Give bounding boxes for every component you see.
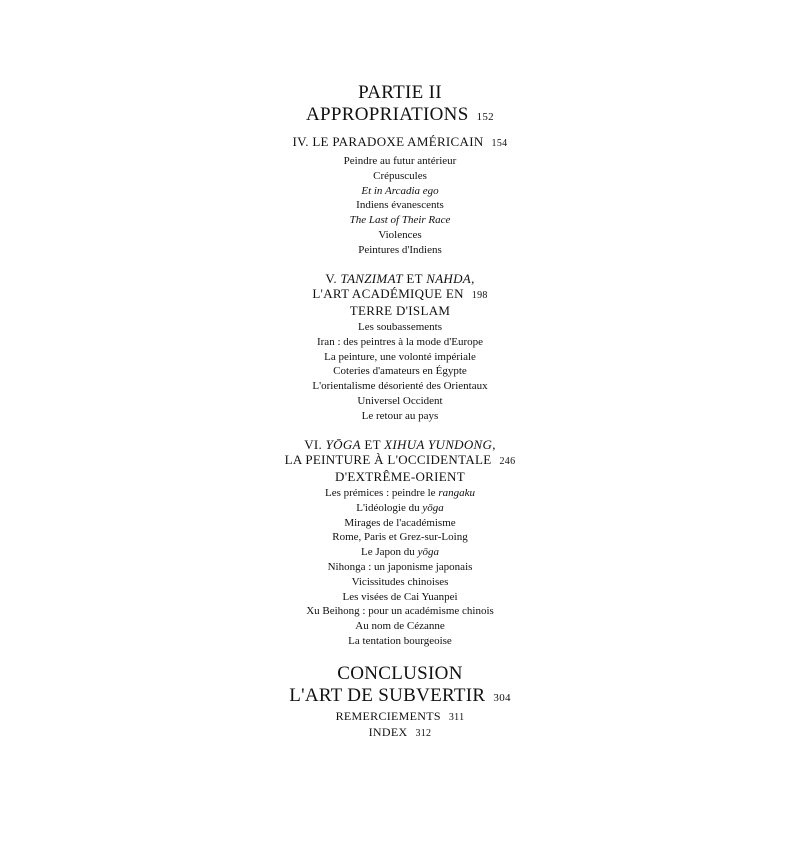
chapter-5-heading <box>0 271 800 318</box>
chapter-6-title-line-2: LA PEINTURE À L'OCCIDENTALE 246 <box>284 452 516 467</box>
chapter-5-title-line-3: TERRE D'ISLAM <box>349 303 451 318</box>
chapter-5-sections <box>0 320 800 424</box>
section-item: Les visées de Cai Yuanpei <box>342 590 458 603</box>
index-entry: INDEX 312 <box>368 725 432 739</box>
section-item: Iran : des peintres à la mode d'Europe <box>316 335 483 348</box>
section-item: Vicissitudes chinoises <box>351 575 449 588</box>
conclusion-page-number: 304 <box>493 692 511 704</box>
section-item: Peintures d'Indiens <box>358 243 442 256</box>
section-item: The Last of Their Race <box>349 214 451 227</box>
conclusion-title-line <box>0 685 800 709</box>
back-matter <box>0 709 800 741</box>
chapter-4-page-number: 154 <box>491 138 508 149</box>
section-item: Peindre au futur antérieur <box>343 155 457 167</box>
chapter-6-heading <box>0 437 800 484</box>
section-item: Et in Arcadia ego <box>361 184 439 197</box>
section-item: L'orientalisme désorienté des Orientaux <box>312 380 488 393</box>
section-item: Indiens évanescents <box>356 199 444 212</box>
chapter-5-page-number: 198 <box>471 290 488 301</box>
chapter-4-title-line <box>0 134 800 151</box>
section-item: L'idéologie du yōga <box>356 501 444 514</box>
part-label: PARTIE II <box>358 82 442 103</box>
chapter-4-heading <box>0 134 800 151</box>
part-title: APPROPRIATIONS <box>306 104 469 125</box>
section-item: Le Japon du yōga <box>361 546 439 559</box>
part-title-line <box>0 104 800 128</box>
chapter-5-title-line-2: L'ART ACADÉMIQUE EN 198 <box>312 286 488 301</box>
chapter-4-sections <box>0 154 800 258</box>
chapter-6-page-number: 246 <box>499 456 516 467</box>
section-item: La peinture, une volonté impériale <box>324 350 476 363</box>
chapter-5-title-line-1: V. TANZIMAT ET NAHDA, <box>325 271 475 286</box>
section-item: Le retour au pays <box>361 409 439 422</box>
acknowledgements-entry: REMERCIEMENTS 311 <box>335 709 465 723</box>
chapter-6-sections <box>0 486 800 649</box>
section-item: Nihonga : un japonisme japonais <box>327 560 473 573</box>
part-heading <box>0 82 800 128</box>
section-item: Violences <box>378 228 422 241</box>
chapter-6-title-line-3: D'EXTRÊME-ORIENT <box>335 469 465 484</box>
section-item: Les soubassements <box>357 321 442 333</box>
section-item: Les prémices : peindre le rangaku <box>325 487 475 499</box>
section-item: La tentation bourgeoise <box>348 634 452 647</box>
section-item: Au nom de Cézanne <box>355 620 445 633</box>
section-item: Universel Occident <box>357 394 443 407</box>
chapter-6-title-line-1: VI. YŌGA ET XIHUA YUNDONG, <box>304 437 496 452</box>
chapter-4-title: LE PARADOXE AMÉRICAIN <box>312 134 484 149</box>
conclusion-heading <box>0 663 800 709</box>
section-item: Rome, Paris et Grez-sur-Loing <box>332 531 468 544</box>
chapter-4-number: IV. <box>292 134 309 149</box>
part-page-number: 152 <box>476 111 494 123</box>
section-item: Coteries d'amateurs en Égypte <box>333 365 467 378</box>
section-item: Crépuscules <box>373 169 427 182</box>
section-item: Mirages de l'académisme <box>344 516 456 529</box>
conclusion-label: CONCLUSION <box>337 663 463 684</box>
conclusion-title: L'ART DE SUBVERTIR <box>289 685 486 706</box>
section-item: Xu Beihong : pour un académisme chinois <box>306 605 494 618</box>
